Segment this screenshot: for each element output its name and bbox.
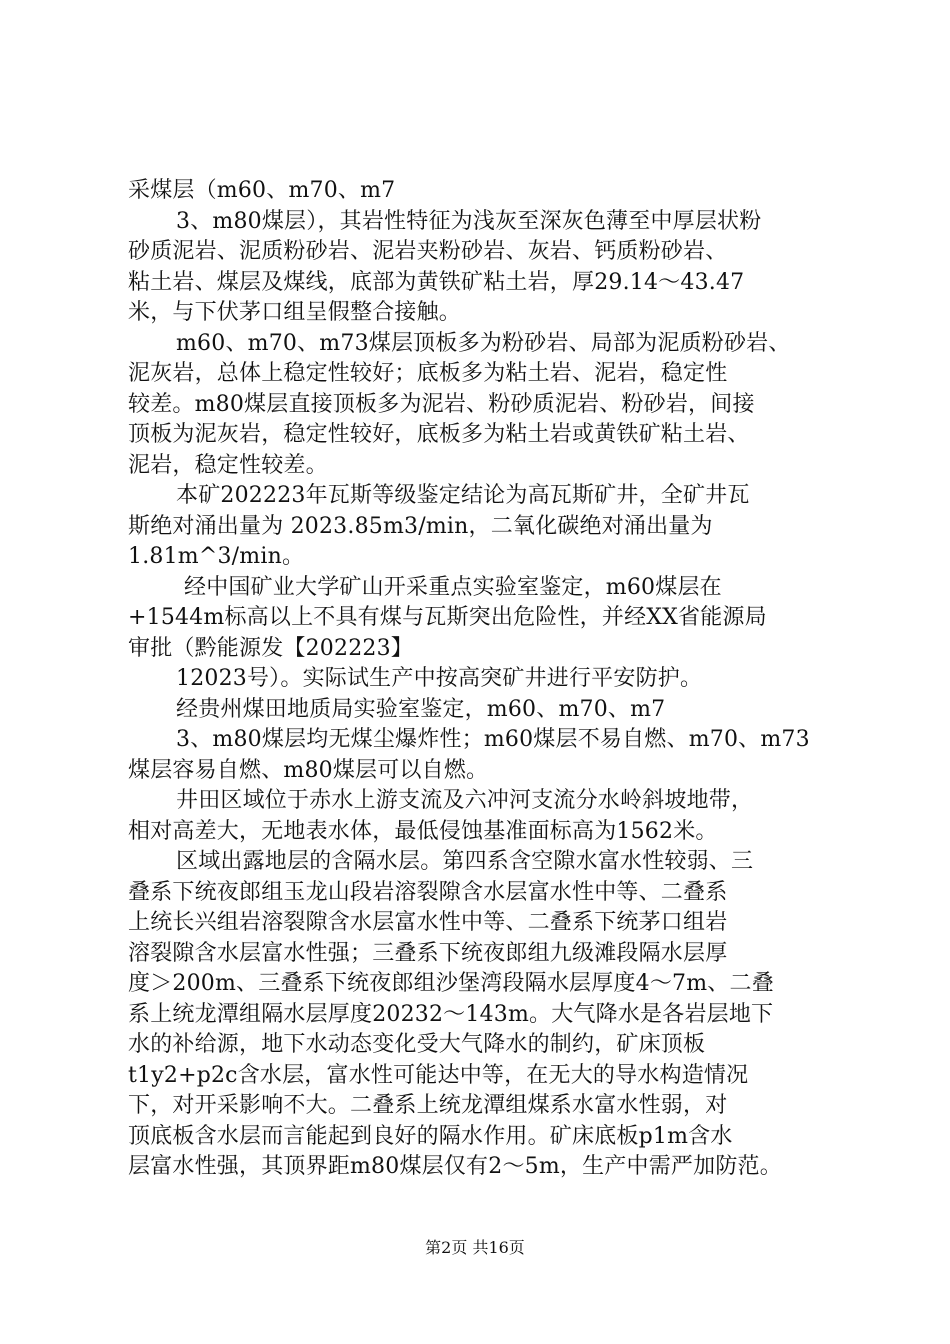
text-line: m60、m70、m73煤层顶板多为粉砂岩、局部为泥质粉砂岩、 (176, 330, 791, 356)
text-line: t1y2+p2c含水层，富水性可能达中等，在无大的导水构造情况 (128, 1062, 749, 1088)
text-line: 层富水性强，其顶界距m80煤层仅有2～5m，生产中需严加防范。 (128, 1154, 782, 1179)
text-line: 斯绝对涌出量为 2023.85m3/min，二氧化碳绝对涌出量为 (128, 513, 713, 539)
text-line: 较差。m80煤层直接顶板多为泥岩、粉砂质泥岩、粉砂岩，间接 (128, 391, 755, 417)
text-line: 经中国矿业大学矿山开采重点实验室鉴定，m60煤层在 (184, 574, 722, 600)
text-line: 采煤层（m60、m70、m7 (128, 178, 396, 203)
text-line: 井田区域位于赤水上游支流及六冲河支流分水岭斜坡地带， (176, 788, 754, 813)
text-line: 系上统龙潭组隔水层厚度20232～143m。大气降水是各岩层地下 (128, 1001, 774, 1027)
text-line: 经贵州煤田地质局实验室鉴定，m60、m70、m7 (176, 696, 666, 722)
text-line: +1544m标高以上不具有煤与瓦斯突出危险性，并经XX省能源局 (128, 605, 767, 630)
text-line: 3、m80煤层均无煤尘爆炸性；m60煤层不易自燃、m70、m73 (176, 727, 810, 752)
text-line: 粘土岩、煤层及煤线，底部为黄铁矿粘土岩，厚29.14～43.47 (128, 269, 745, 295)
text-line: 煤层容易自燃、m80煤层可以自燃。 (128, 757, 489, 783)
text-line: 3、m80煤层），其岩性特征为浅灰至深灰色薄至中厚层状粉 (176, 208, 762, 234)
text-line: 区域出露地层的含隔水层。第四系含空隙水富水性较弱、三 (176, 849, 754, 874)
text-line: 叠系下统夜郎组玉龙山段岩溶裂隙含水层富水性中等、二叠系 (128, 879, 728, 905)
text-line: 12023号）。实际试生产中按高突矿井进行平安防护。 (176, 666, 703, 691)
text-line: 砂质泥岩、泥质粉砂岩、泥岩夹粉砂岩、灰岩、钙质粉砂岩、 (128, 239, 728, 264)
page-footer (0, 1238, 950, 1258)
text-line: 1.81m^3/min。 (128, 544, 305, 569)
text-line: 泥灰岩，总体上稳定性较好；底板多为粘土岩、泥岩，稳定性 (128, 361, 728, 386)
text-line: 米，与下伏茅口组呈假整合接触。 (128, 300, 462, 325)
text-line: 相对高差大，无地表水体，最低侵蚀基准面标高为1562米。 (128, 818, 718, 844)
text-line: 本矿202223年瓦斯等级鉴定结论为高瓦斯矿井，全矿井瓦 (176, 483, 750, 508)
text-line: 下，对开采影响不大。二叠系上统龙潭组煤系水富水性弱，对 (128, 1093, 728, 1118)
text-line: 水的补给源，地下水动态变化受大气降水的制约，矿床顶板 (128, 1032, 706, 1057)
document-body (128, 176, 848, 1183)
text-line: 度＞200m、三叠系下统夜郎组沙堡湾段隔水层厚度4～7m、二叠 (128, 971, 774, 996)
text-line: 溶裂隙含水层富水性强；三叠系下统夜郎组九级滩段隔水层厚 (128, 940, 728, 966)
text-line: 上统长兴组岩溶裂隙含水层富水性中等、二叠系下统茅口组岩 (128, 910, 728, 935)
text-line: 顶板为泥灰岩，稳定性较好，底板多为粘土岩或黄铁矿粘土岩、 (128, 422, 750, 447)
text-line: 审批（黔能源发【202223】 (128, 635, 413, 661)
text-line: 泥岩，稳定性较差。 (128, 452, 328, 478)
text-line: 顶底板含水层而言能起到良好的隔水作用。矿床底板p1m含水 (128, 1123, 733, 1149)
page-number: 第2页 共16页 (425, 1238, 525, 1257)
